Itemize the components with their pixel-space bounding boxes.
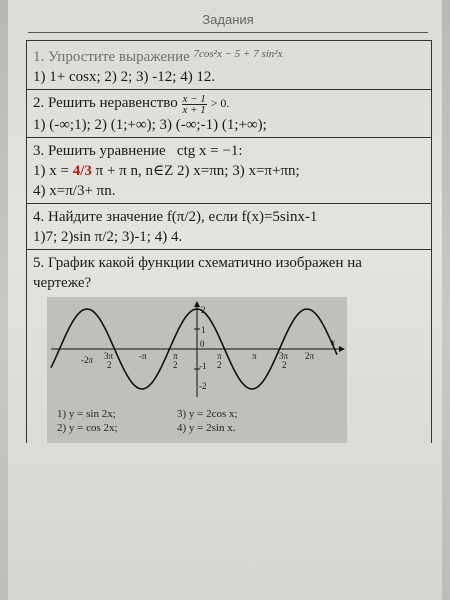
task-4-question: 4. Найдите значение f(π/2), если f(x)=5sinx-1 (33, 209, 318, 225)
task-2-rhs: > 0. (210, 96, 230, 110)
task-2-question: 2. Решить неравенство (33, 95, 178, 111)
task-4 (27, 204, 431, 250)
tick-m3pi2-den: 2 (107, 360, 112, 370)
tick-y2: 2 (201, 305, 206, 315)
option-4: 4) y = 2sin x. (177, 422, 236, 434)
option-3: 3) y = 2cos x; (177, 408, 238, 420)
tick-ym1: -1 (199, 361, 207, 371)
task-3-red-correction: 4/3 (72, 163, 92, 179)
y-axis-arrow (194, 301, 200, 307)
graph-svg (47, 297, 347, 407)
tick-p3pi2-num: 3π (279, 351, 289, 361)
tick-mpi: -π (139, 351, 147, 361)
x-axis-arrow (339, 346, 345, 352)
function-graph (47, 297, 347, 443)
task-5 (27, 250, 431, 443)
tick-mpi2-num: π (173, 351, 178, 361)
tick-m2pi: -2π (81, 355, 94, 365)
tick-pi2-den: 2 (217, 360, 222, 370)
task-1-answers: 1) 1+ cosx; 2) 2; 3) -12; 4) 12. (33, 69, 216, 85)
task-3-equation: ctg x = −1: (176, 143, 243, 159)
task-3-answer-4: 4) x=π/3+ πn. (33, 183, 116, 199)
fraction-denominator: x + 1 (182, 104, 206, 115)
tick-ym2: -2 (199, 381, 207, 391)
task-1-question: 1. Упростите выражение (33, 49, 190, 65)
task-5-question-line1: 5. График какой функции схематично изображен на (33, 255, 362, 271)
task-1 (27, 41, 431, 90)
task-2-fraction (182, 94, 207, 115)
option-2: 2) y = cos 2x; (57, 422, 118, 434)
task-3-answer-suffix: π + π n, n∈Z 2) x=πn; 3) x=π+πn; (95, 163, 300, 179)
option-1: 1) y = sin 2x; (57, 408, 116, 420)
page-title: Задания (28, 12, 428, 33)
tasks-table (26, 40, 432, 443)
task-3 (27, 138, 431, 204)
task-4-answers: 1)7; 2)sin π/2; 3)-1; 4) 4. (33, 229, 183, 245)
fraction-numerator: x − 1 (182, 93, 206, 105)
task-2 (27, 90, 431, 138)
tick-pi2-num: π (217, 351, 222, 361)
task-5-question-line2: чертеже? (33, 275, 92, 291)
task-3-answer-prefix: 1) x = (33, 163, 69, 179)
x-axis-label: x (331, 337, 335, 347)
tick-zero: 0 (200, 339, 205, 349)
worksheet-page (8, 0, 442, 600)
tick-p2pi: 2π (305, 351, 315, 361)
tick-p3pi2-den: 2 (282, 360, 287, 370)
task-2-answers: 1) (-∞;1); 2) (1;+∞); 3) (-∞;-1) (1;+∞); (33, 117, 267, 133)
tick-mpi2-den: 2 (173, 360, 178, 370)
tick-y1: 1 (201, 325, 206, 335)
tick-m3pi2-num: 3π (104, 351, 114, 361)
tick-pi: π (252, 351, 257, 361)
task-1-expression: 7cos²x − 5 + 7 sin²x (193, 48, 283, 60)
task-3-question: 3. Решить уравнение (33, 143, 166, 159)
